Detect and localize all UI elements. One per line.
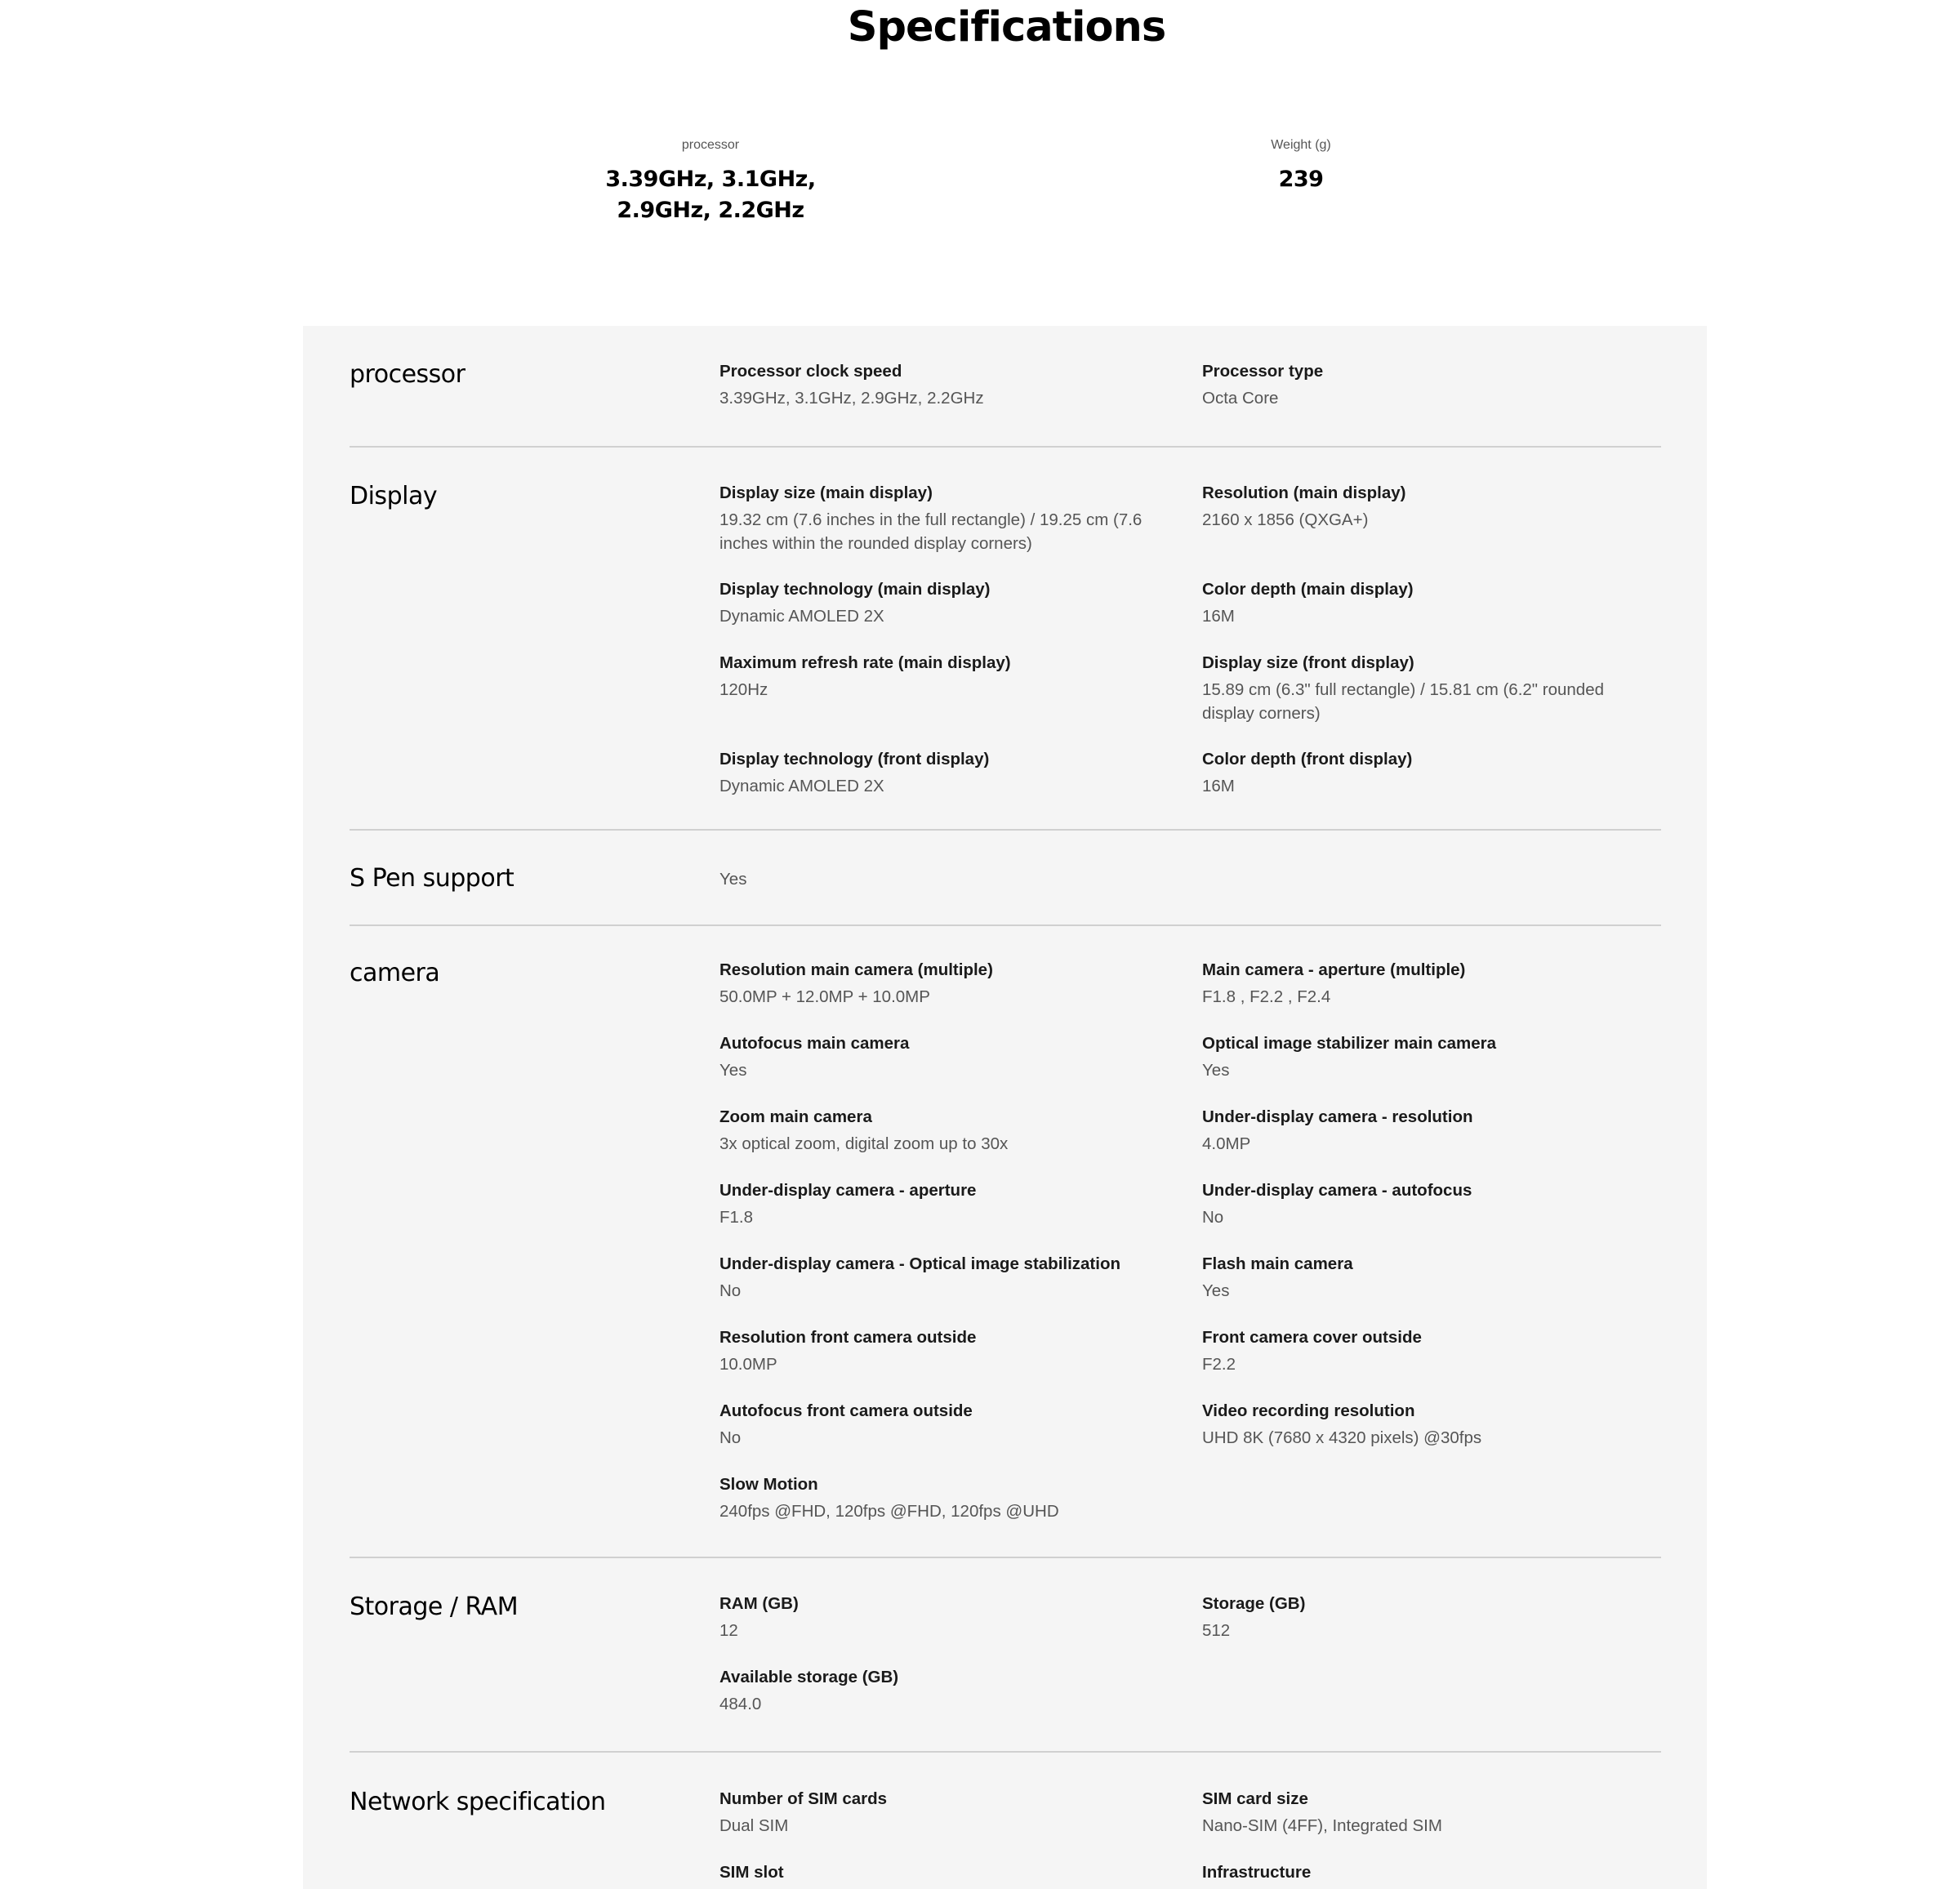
spec-label: Infrastructure [1202, 1863, 1312, 1882]
spec-label: Under-display camera - autofocus [1202, 1181, 1472, 1200]
section-display [350, 481, 1661, 831]
spec-label: Front camera cover outside [1202, 1328, 1422, 1347]
spec-item [719, 747, 1152, 798]
section-title: Display [350, 482, 438, 510]
spec-label: Slow Motion [719, 1475, 818, 1494]
spec-value: Dual SIM [719, 1816, 789, 1835]
spec-item [719, 1665, 1152, 1716]
section-title: Network specification [350, 1788, 606, 1816]
spec-item [719, 1325, 1152, 1376]
spec-value: 512 [1202, 1621, 1231, 1640]
spec-item [719, 1178, 1152, 1229]
section-divider [350, 924, 1661, 926]
spec-label: Display technology (main display) [719, 580, 991, 599]
spec-label: Color depth (front display) [1202, 750, 1413, 769]
spec-value: 484.0 [719, 1695, 762, 1713]
spec-label: SIM slot [719, 1863, 784, 1882]
spec-item [719, 1399, 1152, 1450]
spec-label: Resolution main camera (multiple) [719, 960, 993, 979]
section-divider [350, 1751, 1661, 1753]
spec-item [1202, 1860, 1635, 1887]
spec-item [1202, 651, 1635, 725]
spec-label: Video recording resolution [1202, 1401, 1415, 1420]
spec-value: F2.2 [1202, 1355, 1236, 1374]
spec-item [719, 1105, 1152, 1156]
spec-value: 3x optical zoom, digital zoom up to 30x [719, 1134, 1009, 1153]
section-network [350, 1787, 1661, 1889]
spec-value: 19.32 cm (7.6 inches in the full rectangle) / 19.25 cm (7.6 inches within the rounded display corners) [719, 510, 1143, 553]
spec-label: Available storage (GB) [719, 1668, 899, 1686]
section-title: processor [350, 360, 466, 389]
spec-value: 12 [719, 1621, 738, 1640]
spec-value: Yes [1202, 1061, 1230, 1080]
highlight-processor [564, 136, 858, 226]
spec-item [719, 958, 1152, 1009]
spec-label: Under-display camera - aperture [719, 1181, 977, 1200]
spec-value: Yes [1202, 1281, 1230, 1300]
spec-item [1202, 481, 1635, 532]
spec-item [719, 577, 1152, 628]
highlight-processor-value: 3.39GHz, 3.1GHz, 2.9GHz, 2.2GHz [605, 167, 816, 223]
spec-label: Display size (front display) [1202, 653, 1414, 672]
spec-item [719, 1031, 1152, 1082]
spec-label: Under-display camera - resolution [1202, 1107, 1473, 1126]
spec-item [719, 1787, 1152, 1838]
page-title: Specifications [847, 3, 1166, 51]
spec-item [719, 481, 1152, 555]
section-title: Storage / RAM [350, 1593, 519, 1621]
spec-value: 50.0MP + 12.0MP + 10.0MP [719, 987, 930, 1006]
spec-label: Resolution front camera outside [719, 1328, 977, 1347]
spec-item [719, 1860, 1152, 1887]
spec-item [1202, 577, 1635, 628]
spec-value: 4.0MP [1202, 1134, 1251, 1153]
spec-label: Number of SIM cards [719, 1789, 888, 1808]
section-storage [350, 1592, 1661, 1753]
highlight-weight-value: 239 [1278, 167, 1324, 192]
section-divider [350, 829, 1661, 831]
section-spen [350, 863, 1661, 926]
highlight-processor-label: processor [681, 138, 740, 152]
spec-label: Under-display camera - Optical image stabilization [719, 1254, 1120, 1273]
spec-value: UHD 8K (7680 x 4320 pixels) @30fps [1202, 1428, 1482, 1447]
spec-value: 120Hz [719, 680, 768, 699]
spec-label: Storage (GB) [1202, 1594, 1306, 1613]
spec-item [1202, 1252, 1635, 1303]
spec-item [719, 1592, 1152, 1642]
spec-value: F1.8 , F2.2 , F2.4 [1202, 987, 1331, 1006]
spec-label: Resolution (main display) [1202, 483, 1406, 502]
spec-label: Processor clock speed [719, 362, 902, 381]
spec-panel [303, 326, 1707, 1889]
spec-label: Optical image stabilizer main camera [1202, 1034, 1497, 1053]
spec-value: No [719, 1281, 742, 1300]
spec-item [1202, 747, 1635, 798]
section-processor [350, 359, 1661, 448]
spec-value: Nano-SIM (4FF), Integrated SIM [1202, 1816, 1442, 1835]
section-title: camera [350, 959, 440, 987]
spec-item [719, 1252, 1152, 1303]
spec-label: Autofocus front camera outside [719, 1401, 973, 1420]
spec-label: SIM card size [1202, 1789, 1308, 1808]
section-divider [350, 1557, 1661, 1558]
spec-item [719, 1472, 1152, 1523]
spec-label: Color depth (main display) [1202, 580, 1414, 599]
highlight-weight-label: Weight (g) [1271, 138, 1331, 152]
spec-label: Display size (main display) [719, 483, 933, 502]
spec-value: Yes [719, 870, 747, 889]
spec-label: RAM (GB) [719, 1594, 799, 1613]
spec-value: Dynamic AMOLED 2X [719, 607, 884, 626]
spec-value: Dynamic AMOLED 2X [719, 777, 884, 795]
spec-label: Processor type [1202, 362, 1324, 381]
highlight-weight [1219, 136, 1383, 195]
spec-item [1202, 1787, 1635, 1838]
spec-label: Zoom main camera [719, 1107, 872, 1126]
section-title: S Pen support [350, 864, 514, 893]
section-camera [350, 958, 1661, 1558]
spec-item [1202, 1031, 1635, 1082]
spec-item [1202, 1399, 1635, 1450]
spec-item [1202, 1178, 1635, 1229]
spec-label: Maximum refresh rate (main display) [719, 653, 1011, 672]
spec-label: Display technology (front display) [719, 750, 990, 769]
spec-item [1202, 958, 1635, 1009]
spec-value: 3.39GHz, 3.1GHz, 2.9GHz, 2.2GHz [719, 389, 984, 408]
spec-item [719, 651, 1152, 702]
spec-item [1202, 1592, 1635, 1642]
spec-value: 16M [1202, 607, 1235, 626]
section-divider [350, 446, 1661, 448]
spec-item [719, 359, 1152, 410]
spec-value: 15.89 cm (6.3" full rectangle) / 15.81 cm (6.2" rounded display corners) [1202, 680, 1605, 723]
spec-value: Yes [719, 1061, 747, 1080]
spec-value: Octa Core [1202, 389, 1279, 408]
spec-value: 2160 x 1856 (QXGA+) [1202, 510, 1369, 529]
spec-value: 10.0MP [719, 1355, 777, 1374]
spec-label: Main camera - aperture (multiple) [1202, 960, 1466, 979]
spec-label: Autofocus main camera [719, 1034, 910, 1053]
spec-label: Flash main camera [1202, 1254, 1353, 1273]
spec-value: 16M [1202, 777, 1235, 795]
spec-value: No [719, 1428, 742, 1447]
spec-value: F1.8 [719, 1208, 754, 1227]
spec-item [1202, 359, 1635, 410]
spec-value: 240fps @FHD, 120fps @FHD, 120fps @UHD [719, 1502, 1059, 1521]
spec-item [1202, 1325, 1635, 1376]
spec-item [1202, 1105, 1635, 1156]
spec-value: No [1202, 1208, 1224, 1227]
